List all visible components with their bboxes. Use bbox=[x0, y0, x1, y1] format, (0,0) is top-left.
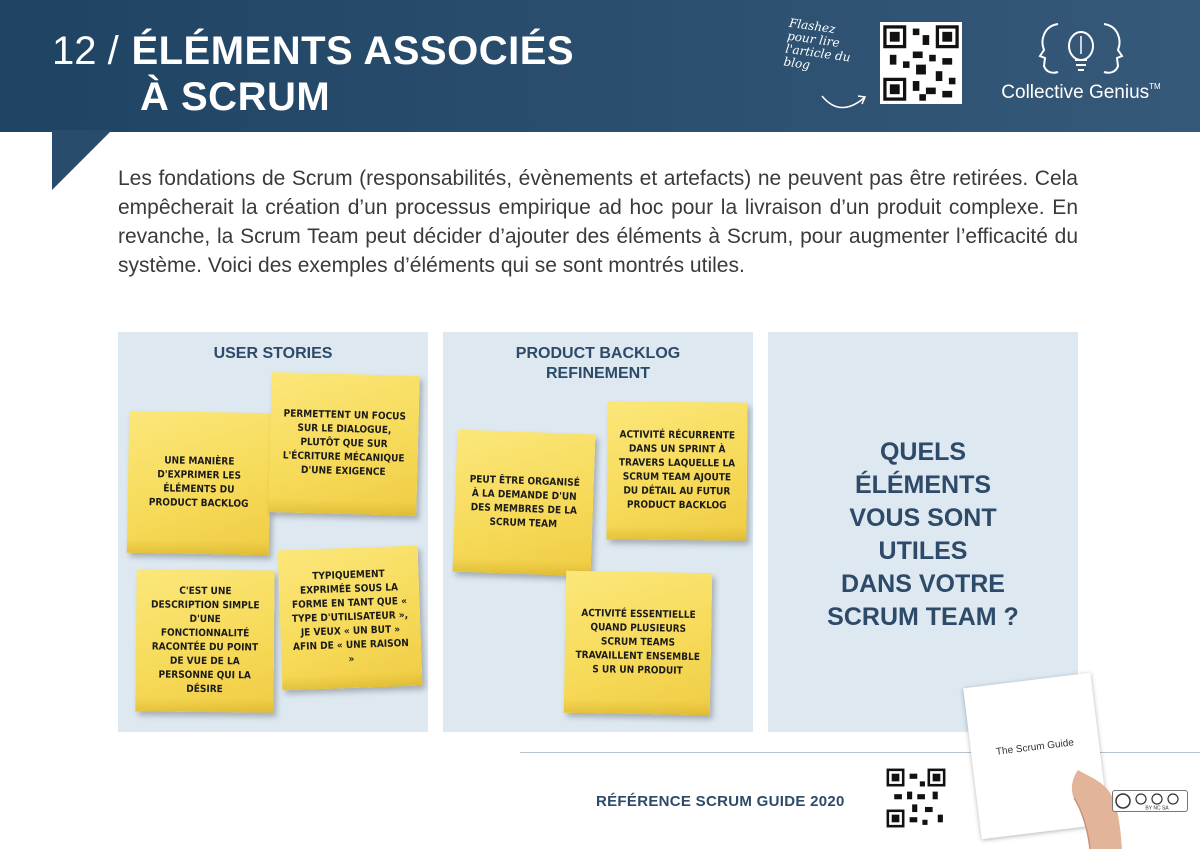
refinement-title: PRODUCT BACKLOG REFINEMENT bbox=[515, 345, 681, 382]
blog-qr-code[interactable] bbox=[880, 22, 962, 104]
qr-code-icon bbox=[880, 22, 962, 104]
sticky-note: PEUT ÊTRE ORGANISÉ À LA DEMANDE D'UN DES MEMBRES DE LA SCRUM TEAM bbox=[453, 430, 596, 577]
closing-question: QUELS ÉLÉMENTS VOUS SONT UTILES DANS VOTRE SCRUM TEAM ? bbox=[827, 438, 1019, 631]
book-title: The Scrum Guide bbox=[995, 737, 1075, 758]
footer-reference: RÉFÉRENCE SCRUM GUIDE 2020 bbox=[596, 793, 845, 810]
creative-commons-badge bbox=[1112, 790, 1188, 812]
sticky-note: C'EST UNE DESCRIPTION SIMPLE D'UNE FONCTIONNALITÉ RACONTÉE DU POINT DE VUE DE LA PERSONNE QUI LA DÉSIRE bbox=[135, 569, 274, 712]
intro-paragraph: Les fondations de Scrum (responsabilités, évènements et artefacts) ne peuvent pas être retirées. Cela empêcherait la création d’un processus empirique ad hoc pour la livraison d’un produit complexe. En revanche, la Scrum Team peut décider d’ajouter des éléments à Scrum, pour augmenter l’efficacité du système. Voici des exemples d’éléments qui se sont montrés utiles. bbox=[118, 167, 1078, 277]
slide-number: 12 / bbox=[52, 29, 119, 73]
header-tab-decoration bbox=[52, 130, 112, 190]
sticky-note: UNE MANIÈRE D'EXPRIMER LES ÉLÉMENTS DU PRODUCT BACKLOG bbox=[127, 411, 271, 555]
page-title bbox=[52, 28, 574, 120]
title-line-1: ÉLÉMENTS ASSOCIÉS bbox=[131, 29, 575, 73]
faces-bulb-icon bbox=[996, 20, 1166, 82]
qr-code-icon bbox=[884, 766, 948, 830]
flash-caption: Flashez pour lire l'article du blog bbox=[782, 15, 852, 72]
logo-wordmark: Collective Genius™ bbox=[1001, 82, 1161, 103]
sticky-note: TYPIQUEMENT EXPRIMÉE SOUS LA FORME EN TANT QUE « TYPE D'UTILISATEUR », JE VEUX « UN BUT » AFIN DE « UNE RAISON » bbox=[278, 546, 423, 691]
refinement-panel bbox=[443, 332, 753, 732]
curved-arrow-icon bbox=[820, 86, 870, 116]
user-stories-panel bbox=[118, 332, 428, 732]
scrum-guide-qr-code[interactable] bbox=[884, 766, 948, 830]
question-panel bbox=[768, 332, 1078, 732]
license-label: BY NC SA bbox=[1145, 805, 1169, 811]
user-stories-title: USER STORIES bbox=[213, 345, 333, 362]
sticky-note: PERMETTENT UN FOCUS SUR LE DIALOGUE, PLUTÔT QUE SUR L'ÉCRITURE MÉCANIQUE D'UNE EXIGENCE bbox=[268, 372, 420, 516]
sticky-note: ACTIVITÉ ESSENTIELLE QUAND PLUSIEURS SCRUM TEAMS TRAVAILLENT ENSEMBLE S UR UN PRODUIT bbox=[564, 571, 712, 716]
title-line-2: À SCRUM bbox=[140, 75, 331, 119]
cc-license-icon bbox=[1113, 791, 1187, 811]
sticky-note: ACTIVITÉ RÉCURRENTE DANS UN SPRINT À TRAVERS LAQUELLE LA SCRUM TEAM AJOUTE DU DÉTAIL AU FUTUR PRODUCT BACKLOG bbox=[606, 401, 747, 540]
collective-genius-logo bbox=[996, 20, 1166, 110]
